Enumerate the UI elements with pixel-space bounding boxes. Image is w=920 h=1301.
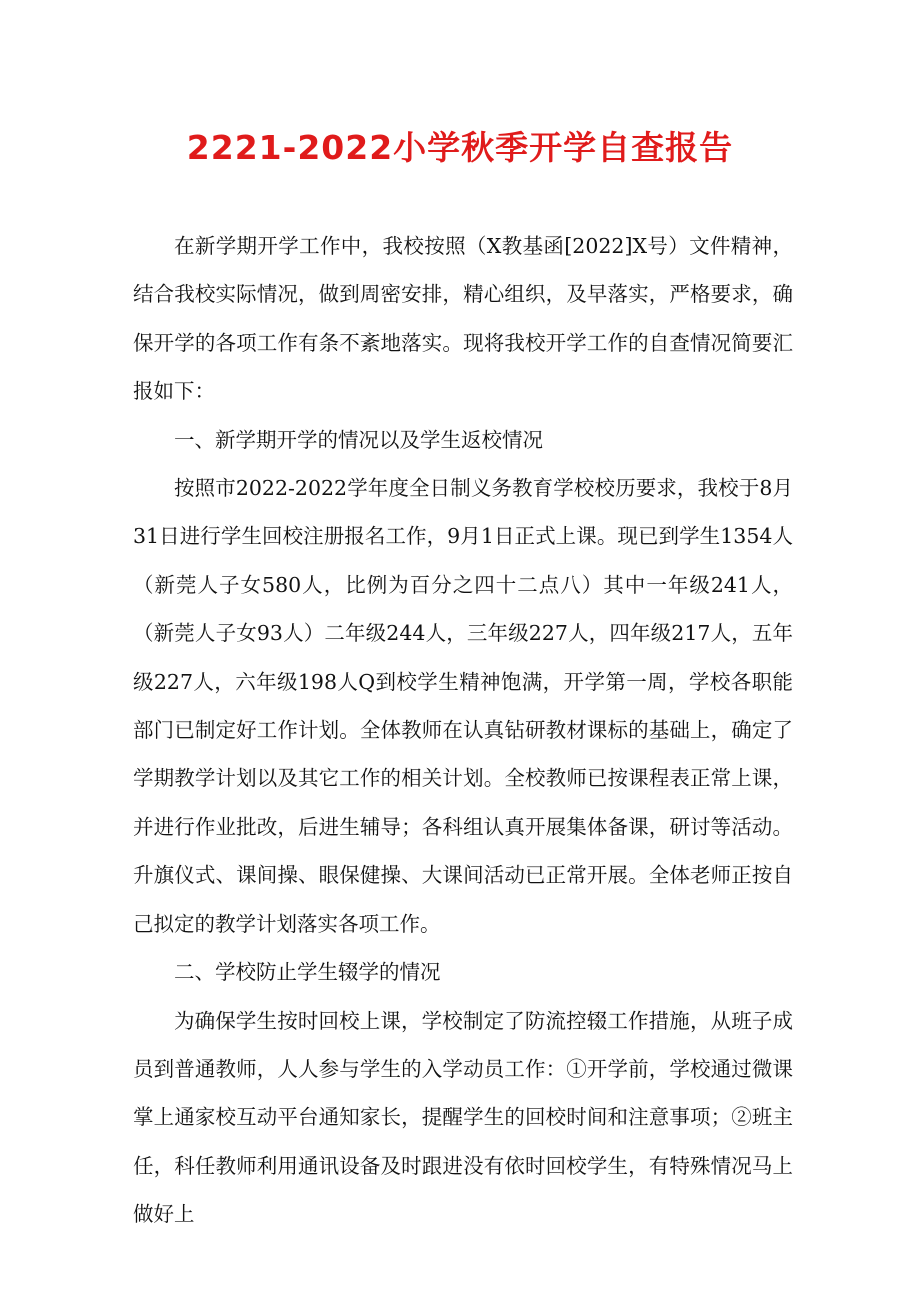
- section-2-paragraph: 为确保学生按时回校上课，学校制定了防流控辍工作措施，从班子成员到普通教师，人人参与学生的入学动员工作：①开学前，学校通过微课掌上通家校互动平台通知家长，提醒学生的回校时间和注意事项；②班主任，科任教师利用通讯设备及时跟进没有依时回校学生，有特殊情况马上做好上: [133, 1008, 793, 1227]
- section-heading-2: 二、学校防止学生辍学的情况: [174, 960, 441, 985]
- document-body: [133, 222, 793, 1239]
- section-1-paragraph: 按照市2022-2022学年度全日制义务教育学校校历要求，我校于8月31日进行学生回校注册报名工作，9月1日正式上课。现已到学生1354人（新莞人子女580人，比例为百分之四十二点八）其中一年级241人，（新莞人子女93人）二年级244人，三年级227人，四年级217人，五年级227人，六年级198人Q到校学生精神饱满，开学第一周，学校各职能部门已制定好工作计划。全体教师在认真钻研教材课标的基础上，确定了学期教学计划以及其它工作的相关计划。全校教师已按课程表正常上课，并进行作业批改，后进生辅导；各科组认真开展集体备课，研讨等活动。升旗仪式、课间操、眼保健操、大课间活动已正常开展。全体老师正按自己拟定的教学计划落实各项工作。: [133, 476, 793, 936]
- intro-paragraph: 在新学期开学工作中，我校按照（X教基函[2022]X号）文件精神，结合我校实际情况，做到周密安排，精心组织，及早落实，严格要求，确保开学的各项工作有条不紊地落实。现将我校开学工作的自查情况简要汇报如下：: [133, 234, 793, 404]
- document-title: 2221-2022小学秋季开学自查报告: [186, 128, 734, 167]
- section-heading-1: 一、新学期开学的情况以及学生返校情况: [174, 427, 543, 452]
